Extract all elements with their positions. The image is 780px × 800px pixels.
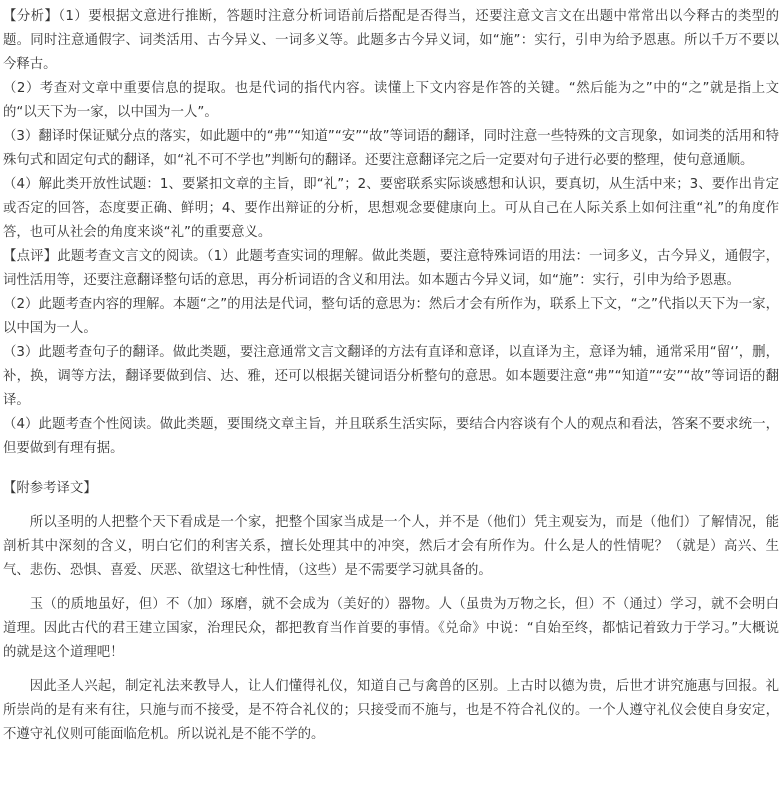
comment-paragraph-1: 【点评】此题考查文言文的阅读。（1）此题考查实词的理解。做此类题，要注意特殊词语的用法：一词多义，古今异义，通假字，词性活用等，还要注意翻译整句话的意思，再分析词语的含义和用法。如本题古今异义词，如“施”：实行，引申为给予恩惠。: [3, 249, 779, 288]
analysis-section: [3, 5, 779, 245]
comment-paragraph-2: （2）此题考查内容的理解。本题“之”的用法是代词，整句话的意思为：然后才会有所作为，联系上下文，“之”代指以天下为一家，以中国为一人。: [3, 297, 779, 336]
comment-section: [3, 245, 779, 461]
translation-paragraph-1: 所以圣明的人把整个天下看成是一个家，把整个国家当成是一个人，并不是（他们）凭主观妄为，而是（他们）了解情况，能剖析其中深刻的含义，明白它们的利害关系，擅长处理其中的冲突，然后才会有所作为。什么是人的性情呢？（就是）高兴、生气、悲伤、恐惧、喜爱、厌恶、欲望这七种性情，（这些）是不需要学习就具备的。: [3, 515, 779, 578]
reference-translation-heading: 【附参考译文】: [3, 481, 97, 496]
analysis-paragraph-2: （2）考查对文章中重要信息的提取。也是代词的指代内容。读懂上下文内容是作答的关键。“然后能为之”中的“之”就是指上文的“以天下为一家，以中国为一人”。: [3, 81, 779, 120]
section-spacer: [3, 461, 779, 477]
analysis-paragraph-1: 【分析】（1）要根据文意进行推断，答题时注意分析词语前后搭配是否得当，还要注意文言文在出题中常常出以今释古的类型的题。同时注意通假字、词类活用、古今异义、一词多义等。此题多古今异义词，如“施”：实行，引申为给予恩惠。所以千万不要以今释古。: [3, 9, 779, 72]
translation-paragraph-3: 因此圣人兴起，制定礼法来教导人，让人们懂得礼仪，知道自己与禽兽的区别。上古时以德为贵，后世才讲究施惠与回报。礼所崇尚的是有来有往，只施与而不接受，是不符合礼仪的；只接受而不施与，也是不符合礼仪的。一个人遵守礼仪会使自身安定，不遵守礼仪则可能面临危机。所以说礼是不能不学的。: [3, 679, 779, 742]
comment-paragraph-3: （3）此题考查句子的翻译。做此类题，要注意通常文言文翻译的方法有直译和意译，以直译为主，意译为辅，通常采用“留‘’，删，补，换，调等方法，翻译要做到信、达、雅，还可以根据关键词语分析整句的意思。如本题要注意“弗”“知道”“安”“故”等词语的翻译。: [3, 345, 779, 408]
comment-paragraph-4: （4）此题考查个性阅读。做此类题，要围绕文章主旨，并且联系生活实际，要结合内容谈有个人的观点和看法，答案不要求统一，但要做到有理有据。: [3, 417, 779, 456]
translation-section: [3, 511, 779, 747]
translation-paragraph-2: 玉（的质地虽好，但）不（加）琢磨，就不会成为（美好的）器物。人（虽贵为万物之长，但）不（通过）学习，就不会明白道理。因此古代的君王建立国家，治理民众，都把教育当作首要的事情。《兑命》中说：“自始至终，都惦记着致力于学习。”大概说的就是这个道理吧！: [3, 597, 779, 660]
analysis-paragraph-3: （3）翻译时保证赋分点的落实，如此题中的“弗”“知道”“安”“故”等词语的翻译，同时注意一些特殊的文言现象，如词类的活用和特殊句式和固定句式的翻译，如“礼不可不学也”判断句的翻译。还要注意翻译完之后一定要对句子进行必要的整理，使句意通顺。: [3, 129, 779, 168]
analysis-paragraph-4: （4）解此类开放性试题：1、要紧扣文章的主旨，即“礼”；2、要密联系实际谈感想和认识，要真切，从生活中来；3、要作出肯定或否定的回答，态度要正确、鲜明；4、要作出辩证的分析，思想观念要健康向上。可从自己在人际关系上如何注重“礼”的角度作答，也可从社会的角度来谈“礼”的重要意义。: [3, 177, 779, 240]
